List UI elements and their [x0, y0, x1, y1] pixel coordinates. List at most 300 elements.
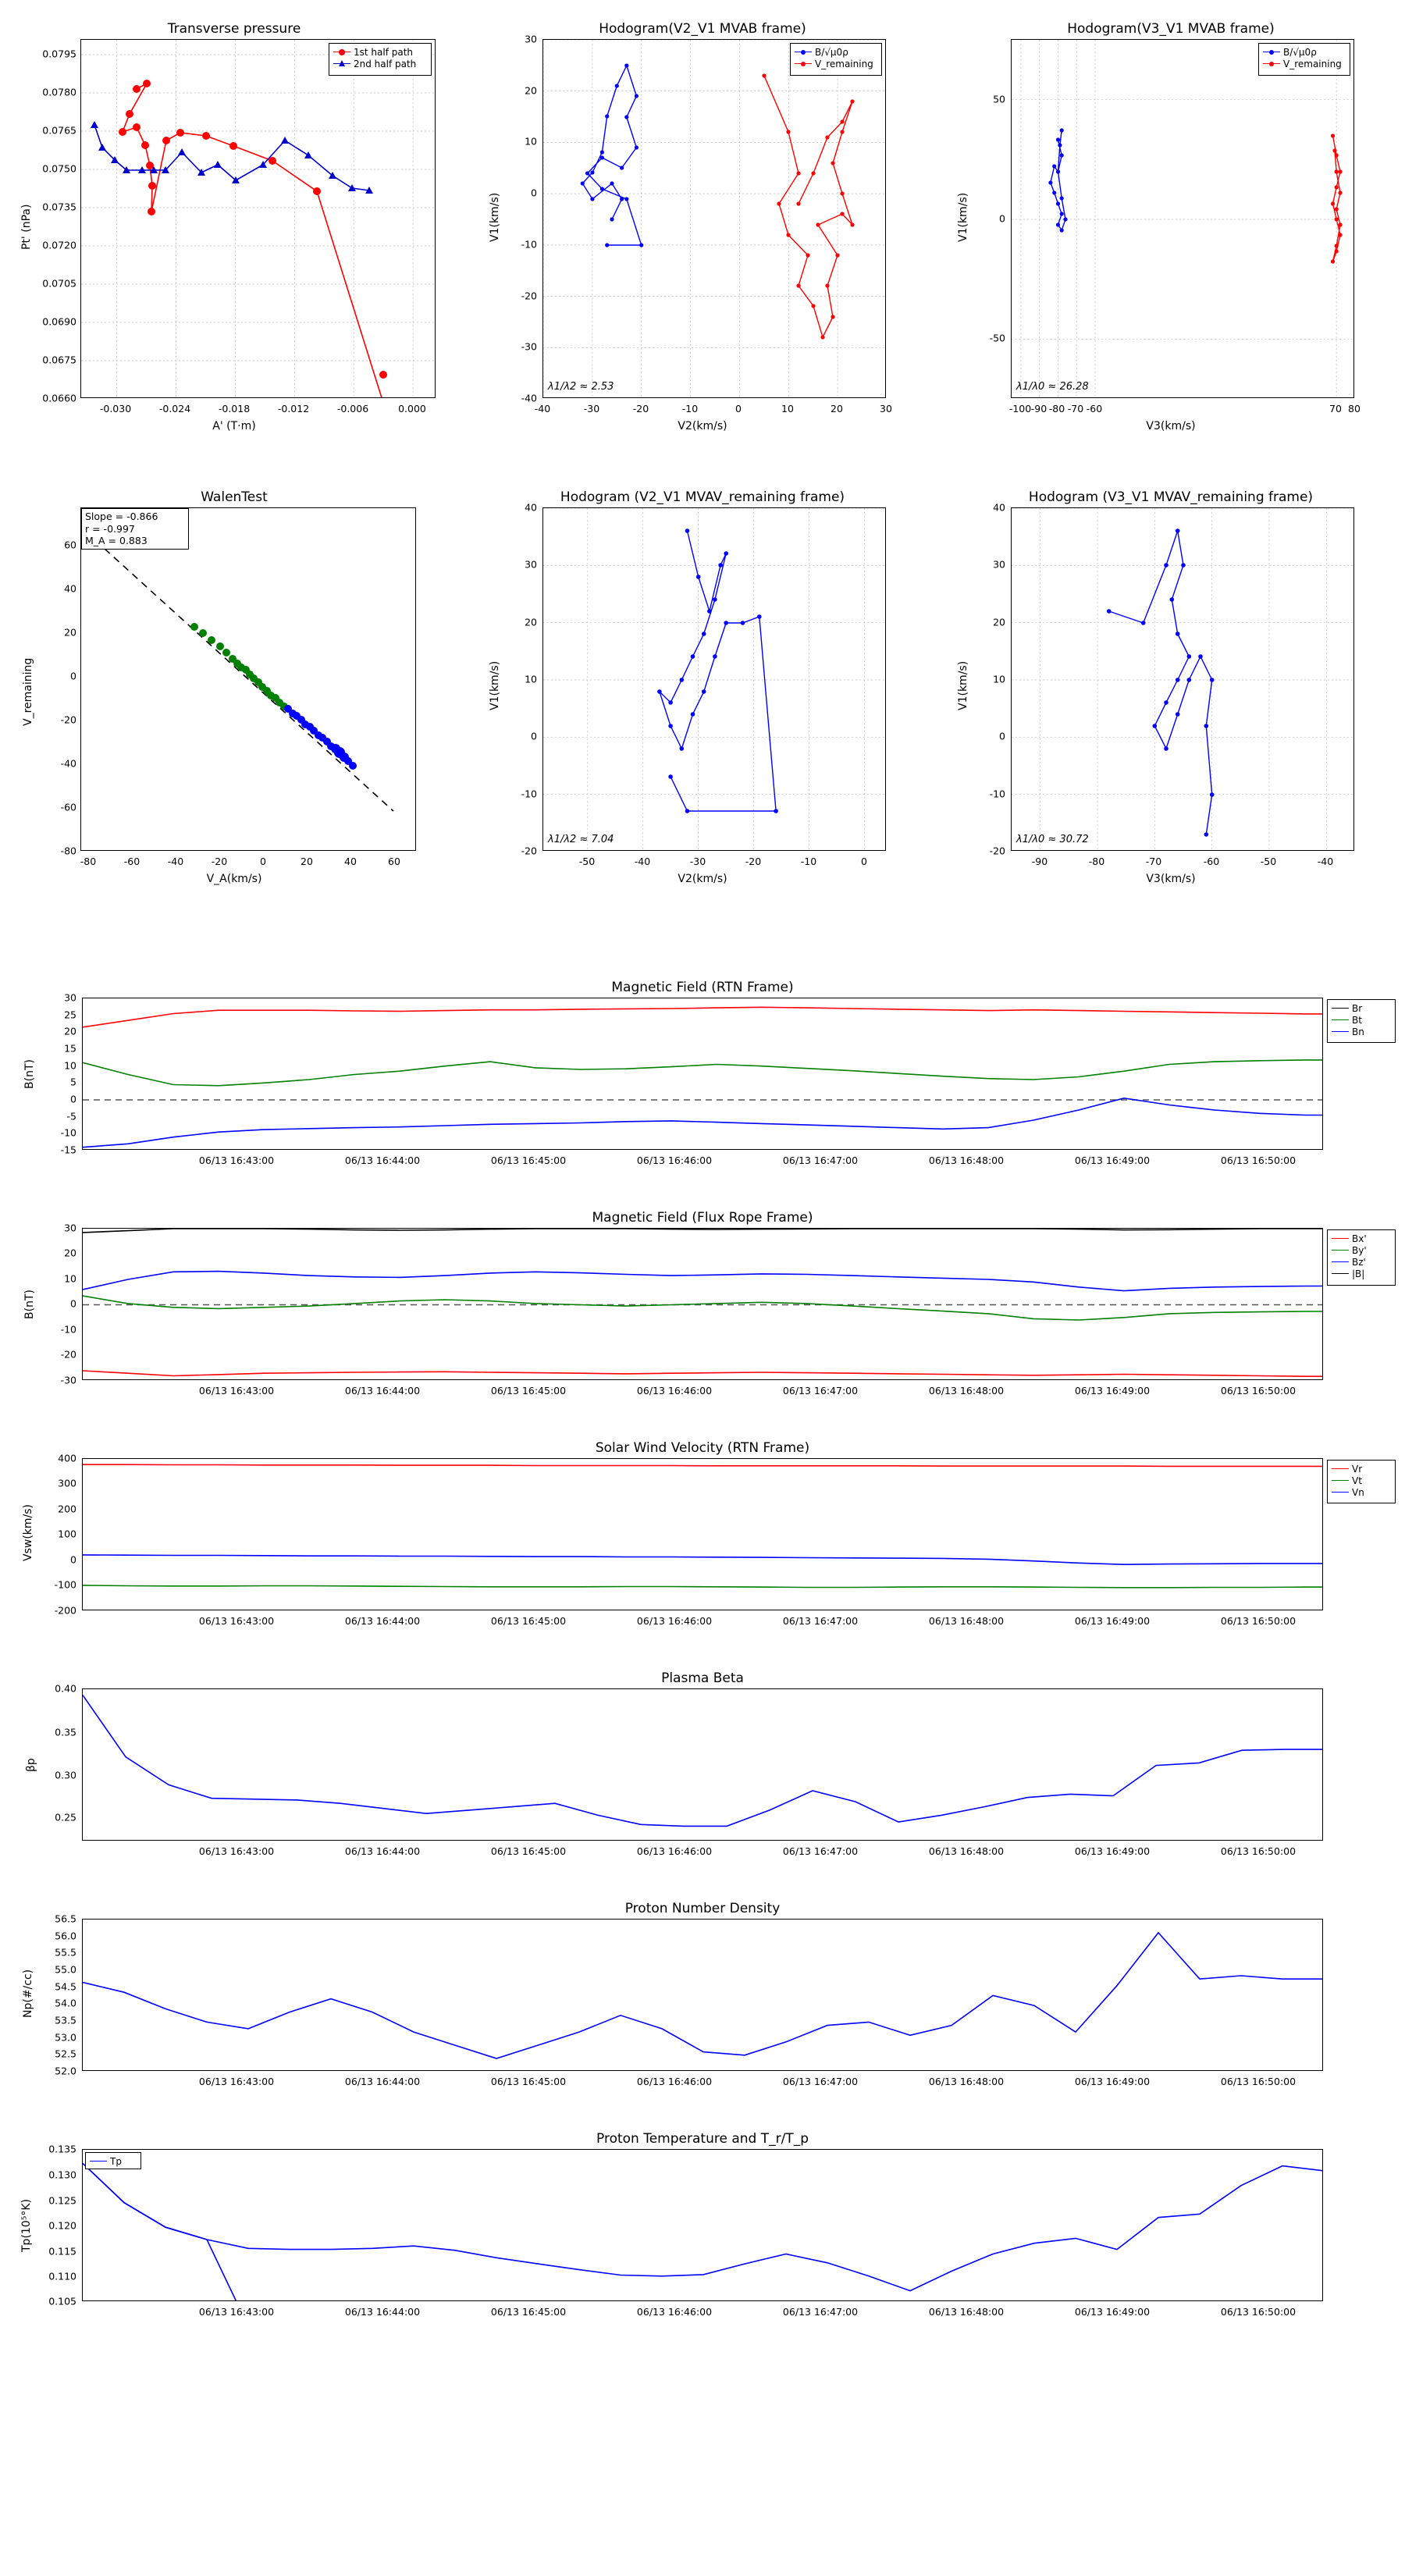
xtick: 06/13 16:48:00 [928, 1845, 1005, 1857]
ytick: 30 [525, 558, 537, 571]
panel-title: Hodogram(V3_V1 MVAB frame) [1067, 21, 1275, 37]
xtick: 0.000 [398, 403, 426, 415]
panel-plasma-beta [0, 1667, 1405, 1885]
ytick: 40 [525, 501, 537, 514]
legend [1327, 1229, 1396, 1286]
xtick: -40 [634, 856, 651, 867]
xtick: 06/13 16:49:00 [1074, 1155, 1151, 1166]
ytick: -10 [60, 1126, 76, 1139]
legend [85, 2152, 141, 2169]
y-axis-label: B(nT) [23, 1059, 36, 1089]
xtick: 40 [344, 856, 357, 867]
plot-svg [1012, 508, 1354, 851]
xtick: -80 [1048, 403, 1065, 415]
walen-correlation: r = -0.997 [85, 522, 135, 535]
xtick: -0.006 [336, 403, 369, 415]
panel-title: Hodogram (V3_V1 MVAV_remaining frame) [1028, 489, 1314, 505]
y-axis-label: B(nT) [23, 1290, 36, 1319]
plot-svg [1012, 40, 1354, 398]
ytick: -20 [989, 845, 1005, 857]
plot-svg [543, 40, 886, 398]
plot-svg [83, 1459, 1323, 1610]
xtick: 20 [301, 856, 313, 867]
ytick: -50 [989, 332, 1005, 344]
xtick: 06/13 16:44:00 [344, 2076, 421, 2087]
y-axis-label: βp [25, 1758, 37, 1772]
panel-hodogram-v3v1-mvab [937, 0, 1405, 445]
panel-proton-temperature [0, 2127, 1405, 2346]
ytick: 55.5 [55, 1946, 76, 1959]
xtick: 06/13 16:43:00 [198, 1155, 275, 1166]
xtick: 06/13 16:50:00 [1220, 1845, 1297, 1857]
eigenvalue-ratio-annotation: λ1/λ2 ≈ 7.04 [548, 834, 614, 845]
panel-title: Solar Wind Velocity (RTN Frame) [595, 1440, 810, 1456]
legend [1258, 43, 1350, 76]
series-1st-half-markers [119, 80, 387, 379]
xtick: 10 [781, 403, 794, 415]
ytick: 40 [993, 501, 1005, 514]
xtick: -30 [583, 403, 600, 415]
ytick: -20 [60, 1348, 76, 1361]
legend-swatch-2nd-half [333, 63, 350, 64]
ytick: 100 [58, 1528, 76, 1540]
ytick: 20 [525, 84, 537, 97]
ytick: 0.0705 [42, 277, 76, 290]
legend-label: |B| [1352, 1268, 1365, 1279]
xtick: -20 [632, 403, 649, 415]
plot-svg [83, 1229, 1323, 1380]
xtick: 06/13 16:44:00 [344, 2306, 421, 2318]
xtick: 06/13 16:45:00 [490, 2076, 567, 2087]
ytick: 0.40 [55, 1682, 76, 1695]
legend [790, 43, 882, 76]
x-axis-label: V3(km/s) [1146, 873, 1196, 885]
legend-item [90, 2155, 137, 2167]
ytick: -40 [60, 757, 76, 770]
xtick: -60 [123, 856, 140, 867]
xtick: 06/13 16:49:00 [1074, 1385, 1151, 1397]
xtick: 06/13 16:44:00 [344, 1845, 421, 1857]
xtick: 30 [880, 403, 892, 415]
y-axis-label: V_remaining [22, 657, 34, 726]
walen-stats-box [81, 508, 189, 550]
ytick: 0.0720 [42, 239, 76, 251]
legend-label: V_remaining [1283, 58, 1342, 69]
xtick: 06/13 16:45:00 [490, 1615, 567, 1627]
plot-area [82, 1919, 1323, 2071]
xtick: 06/13 16:47:00 [782, 1845, 859, 1857]
x-axis-label: V2(km/s) [678, 873, 727, 885]
ytick: 10 [525, 673, 537, 685]
xtick: 06/13 16:47:00 [782, 2076, 859, 2087]
legend-swatch-br [1332, 1008, 1349, 1009]
ytick: 0 [70, 670, 76, 682]
ytick: -10 [521, 238, 537, 251]
ytick: 0 [70, 1297, 76, 1310]
ytick: 0.110 [48, 2270, 76, 2282]
xtick: 06/13 16:45:00 [490, 1385, 567, 1397]
ytick: 10 [525, 135, 537, 148]
ytick: 0 [531, 730, 537, 742]
xtick: -50 [1260, 856, 1277, 867]
legend-item [795, 46, 877, 58]
xtick: 06/13 16:49:00 [1074, 1615, 1151, 1627]
y-axis-label: V1(km/s) [957, 192, 969, 242]
xtick: 06/13 16:50:00 [1220, 1155, 1297, 1166]
legend-label: Vt [1352, 1475, 1362, 1486]
ytick: 53.0 [55, 2031, 76, 2044]
ytick: 0.115 [48, 2245, 76, 2258]
xtick: 06/13 16:45:00 [490, 1845, 567, 1857]
xtick: 06/13 16:43:00 [198, 1615, 275, 1627]
xtick: 06/13 16:45:00 [490, 2306, 567, 2318]
plot-area [82, 1688, 1323, 1841]
ytick: 54.5 [55, 1980, 76, 1993]
ytick: 0.0660 [42, 392, 76, 404]
series-green [190, 623, 288, 710]
legend-item [333, 46, 427, 58]
ytick: -20 [521, 290, 537, 302]
grid [543, 508, 886, 851]
xtick: 06/13 16:46:00 [636, 2306, 713, 2318]
ytick: 30 [525, 33, 537, 45]
ytick: -80 [60, 845, 76, 857]
plot-area [82, 1228, 1323, 1380]
plot-svg [81, 508, 416, 851]
ytick: 25 [64, 1009, 76, 1021]
xtick: 70 [1329, 403, 1342, 415]
legend-swatch-vr [1332, 1468, 1349, 1469]
eigenvalue-ratio-annotation: λ1/λ0 ≈ 26.28 [1016, 381, 1089, 393]
ytick: 56.5 [55, 1912, 76, 1925]
legend [329, 43, 432, 76]
ytick: -20 [521, 845, 537, 857]
plot-area [82, 2149, 1323, 2301]
xtick: 06/13 16:48:00 [928, 1385, 1005, 1397]
ytick: 60 [64, 539, 76, 551]
y-axis-label: V1(km/s) [489, 660, 501, 710]
xtick: 06/13 16:49:00 [1074, 2076, 1151, 2087]
grid [1012, 40, 1354, 398]
xtick: 06/13 16:45:00 [490, 1155, 567, 1166]
legend-label: 2nd half path [354, 58, 417, 69]
xtick: -60 [1203, 856, 1220, 867]
xtick: -20 [211, 856, 228, 867]
xtick: 06/13 16:46:00 [636, 1155, 713, 1166]
legend-swatch-v [1263, 63, 1280, 64]
plot-svg [83, 1920, 1323, 2071]
ytick: -15 [60, 1144, 76, 1156]
xtick: 06/13 16:48:00 [928, 2306, 1005, 2318]
eigenvalue-ratio-annotation: λ1/λ2 ≈ 2.53 [548, 381, 614, 393]
panel-title: Transverse pressure [167, 21, 301, 37]
panel-hodogram-v2v1-mvav [468, 468, 937, 913]
xtick: -0.018 [218, 403, 251, 415]
xtick: -90 [1031, 856, 1048, 867]
legend-item [1332, 1244, 1391, 1256]
legend-swatch-v [795, 63, 812, 64]
xtick: -70 [1067, 403, 1084, 415]
ytick: 10 [64, 1059, 76, 1072]
xtick: -10 [681, 403, 699, 415]
xtick: -70 [1145, 856, 1162, 867]
y-axis-label: Np(#/cc) [22, 1969, 34, 2018]
legend-label: 1st half path [354, 46, 414, 58]
legend-item [795, 58, 877, 69]
ytick: 10 [993, 673, 1005, 685]
x-axis-label: V2(km/s) [678, 420, 727, 432]
xtick: 0 [735, 403, 742, 415]
legend-swatch-bn [1332, 1031, 1349, 1032]
legend-swatch-bt [1332, 1019, 1349, 1020]
legend-item [1332, 1233, 1391, 1244]
legend-label: B/√μ0ρ [815, 46, 848, 58]
xtick: 06/13 16:47:00 [782, 1385, 859, 1397]
ytick: 400 [58, 1452, 76, 1464]
legend-label: B/√μ0ρ [1283, 46, 1317, 58]
legend-item [1332, 1268, 1391, 1279]
xtick: -0.012 [277, 403, 310, 415]
panel-magnetic-field-flux-rope [0, 1206, 1405, 1425]
legend-swatch-vt [1332, 1480, 1349, 1481]
ytick: 0.35 [55, 1726, 76, 1738]
ytick: 0.0690 [42, 315, 76, 328]
xtick: 06/13 16:48:00 [928, 1615, 1005, 1627]
xtick: -80 [1088, 856, 1105, 867]
legend-label: Br [1352, 1002, 1363, 1014]
ytick: 0.105 [48, 2295, 76, 2307]
legend [1327, 999, 1396, 1043]
xtick: 06/13 16:46:00 [636, 1615, 713, 1627]
legend-swatch-by [1332, 1250, 1349, 1251]
ytick: 52.0 [55, 2065, 76, 2077]
panel-title: Magnetic Field (RTN Frame) [611, 980, 794, 995]
xtick: 06/13 16:44:00 [344, 1155, 421, 1166]
ytick: 54.0 [55, 1997, 76, 2009]
xtick: 0 [260, 856, 266, 867]
xtick: 06/13 16:44:00 [344, 1615, 421, 1627]
xtick: 80 [1348, 403, 1361, 415]
y-axis-label: Vsw(km/s) [22, 1503, 34, 1561]
legend-label: Bt [1352, 1014, 1362, 1026]
ytick: -5 [66, 1110, 76, 1123]
plot-svg [83, 998, 1323, 1150]
plot-area [1011, 507, 1354, 851]
panel-title: Proton Number Density [624, 1901, 781, 1916]
panel-proton-number-density [0, 1897, 1405, 2115]
ytick: 15 [64, 1042, 76, 1055]
legend-item [1332, 1026, 1391, 1037]
xtick: 20 [831, 403, 843, 415]
panel-walen-test [0, 468, 468, 913]
panel-title: Hodogram(V2_V1 MVAB frame) [599, 21, 806, 37]
plot-area [542, 39, 886, 398]
xtick: 06/13 16:44:00 [344, 1385, 421, 1397]
ytick: -20 [60, 713, 76, 726]
ytick: 53.5 [55, 2014, 76, 2026]
plot-area [1011, 39, 1354, 398]
ytick: -10 [60, 1323, 76, 1336]
xtick: 06/13 16:43:00 [198, 1385, 275, 1397]
legend-item [1332, 1256, 1391, 1268]
legend [1327, 1460, 1396, 1503]
legend-item [1263, 58, 1346, 69]
legend-item [1263, 46, 1346, 58]
y-axis-label: V1(km/s) [489, 192, 501, 242]
ytick: 50 [993, 93, 1005, 105]
legend-item [1332, 1463, 1391, 1475]
xtick: 0 [861, 856, 867, 867]
legend-swatch-bz [1332, 1261, 1349, 1262]
legend-label: Vr [1352, 1463, 1363, 1475]
xtick: 06/13 16:48:00 [928, 2076, 1005, 2087]
legend-item [333, 58, 427, 69]
xtick: -50 [578, 856, 596, 867]
xtick: -0.030 [99, 403, 132, 415]
xtick: 06/13 16:49:00 [1074, 2306, 1151, 2318]
xtick: 06/13 16:50:00 [1220, 2306, 1297, 2318]
ytick: 20 [64, 626, 76, 639]
xtick: 06/13 16:47:00 [782, 1615, 859, 1627]
ytick: 55.0 [55, 1963, 76, 1976]
ytick: 0 [531, 187, 537, 199]
ytick: -10 [989, 788, 1005, 800]
panel-title: Plasma Beta [661, 1670, 744, 1686]
ytick: 0.0795 [42, 48, 76, 60]
ytick: -40 [521, 392, 537, 404]
legend-label: Bz' [1352, 1256, 1366, 1268]
legend-label: Bx' [1352, 1233, 1367, 1244]
ytick: 20 [993, 616, 1005, 628]
panel-title: WalenTest [201, 489, 268, 505]
ytick: 0.125 [48, 2194, 76, 2207]
ytick: 0.0675 [42, 354, 76, 366]
ytick: 30 [64, 1222, 76, 1234]
ytick: 0.130 [48, 2169, 76, 2181]
xtick: 06/13 16:43:00 [198, 2306, 275, 2318]
legend-item [1332, 1002, 1391, 1014]
ytick: 20 [64, 1025, 76, 1037]
ytick: 300 [58, 1477, 76, 1489]
eigenvalue-ratio-annotation: λ1/λ0 ≈ 30.72 [1016, 834, 1089, 845]
panel-magnetic-field-rtn [0, 976, 1405, 1194]
ytick: -30 [521, 340, 537, 353]
plot-svg [83, 2150, 1323, 2301]
xtick: -90 [1030, 403, 1048, 415]
x-axis-label: A' (T·m) [212, 420, 256, 432]
series-blue [284, 705, 357, 770]
plot-area [80, 39, 436, 398]
xtick: -60 [1086, 403, 1103, 415]
series-2nd-half-markers [91, 121, 373, 194]
ytick: 10 [64, 1272, 76, 1285]
ytick: 0.0780 [42, 86, 76, 98]
panel-title: Magnetic Field (Flux Rope Frame) [592, 1210, 813, 1226]
ytick: 5 [70, 1076, 76, 1088]
ytick: -30 [60, 1374, 76, 1386]
xtick: -10 [800, 856, 817, 867]
legend-swatch-vn [1332, 1492, 1349, 1493]
y-axis-label: V1(km/s) [957, 660, 969, 710]
xtick: 06/13 16:47:00 [782, 1155, 859, 1166]
ytick: 52.5 [55, 2048, 76, 2060]
x-axis-label: V3(km/s) [1146, 420, 1196, 432]
xtick: 06/13 16:50:00 [1220, 1615, 1297, 1627]
x-axis-label: V_A(km/s) [206, 873, 262, 885]
legend-label: Tp [110, 2155, 122, 2167]
legend-item [1332, 1475, 1391, 1486]
ytick: 0.25 [55, 1811, 76, 1823]
xtick: -40 [1317, 856, 1334, 867]
legend-item [1332, 1486, 1391, 1498]
plot-svg [81, 40, 436, 398]
ytick: -60 [60, 801, 76, 813]
xtick: 06/13 16:46:00 [636, 1385, 713, 1397]
grid [81, 40, 436, 398]
ytick: 30 [64, 991, 76, 1004]
panel-transverse-pressure [0, 0, 468, 445]
xtick: -100 [1008, 403, 1032, 415]
ytick: 0.30 [55, 1769, 76, 1781]
xtick: 06/13 16:46:00 [636, 2076, 713, 2087]
panel-title: Proton Temperature and T_r/T_p [596, 2131, 809, 2147]
xtick: -20 [745, 856, 762, 867]
ytick: 0 [70, 1093, 76, 1105]
fit-line [105, 549, 393, 811]
ytick: 56.0 [55, 1930, 76, 1942]
panel-solar-wind-velocity [0, 1436, 1405, 1655]
legend-item [1332, 1014, 1391, 1026]
ytick: 200 [58, 1503, 76, 1515]
ytick: 0.0735 [42, 201, 76, 213]
ytick: -100 [54, 1578, 76, 1591]
xtick: -80 [80, 856, 97, 867]
xtick: 06/13 16:43:00 [198, 1845, 275, 1857]
legend-label: V_remaining [815, 58, 873, 69]
ytick: 0.0750 [42, 162, 76, 175]
plot-area [82, 998, 1323, 1150]
xtick: 06/13 16:46:00 [636, 1845, 713, 1857]
ytick: 20 [64, 1247, 76, 1259]
walen-mach: M_A = 0.883 [85, 535, 148, 547]
xtick: 06/13 16:50:00 [1220, 1385, 1297, 1397]
y-axis-label: Pt' (nPa) [20, 204, 33, 250]
ytick: 40 [64, 582, 76, 595]
ytick: 20 [525, 616, 537, 628]
legend-swatch-bx [1332, 1238, 1349, 1239]
panel-hodogram-v2v1-mvab [468, 0, 937, 445]
plot-area [542, 507, 886, 851]
xtick: 06/13 16:43:00 [198, 2076, 275, 2087]
xtick: 06/13 16:50:00 [1220, 2076, 1297, 2087]
ytick: 0 [999, 212, 1005, 225]
xtick: -30 [689, 856, 706, 867]
plot-svg [543, 508, 886, 851]
xtick: 06/13 16:47:00 [782, 2306, 859, 2318]
xtick: -40 [167, 856, 184, 867]
legend-label: Bn [1352, 1026, 1364, 1037]
ytick: 30 [993, 558, 1005, 571]
ytick: 0 [70, 1553, 76, 1566]
xtick: 06/13 16:49:00 [1074, 1845, 1151, 1857]
ytick: 0.120 [48, 2219, 76, 2232]
plot-svg [83, 1689, 1323, 1841]
xtick: 06/13 16:48:00 [928, 1155, 1005, 1166]
grid [543, 40, 886, 398]
xtick: -40 [534, 403, 551, 415]
ytick: -200 [54, 1604, 76, 1617]
xtick: -0.024 [158, 403, 191, 415]
